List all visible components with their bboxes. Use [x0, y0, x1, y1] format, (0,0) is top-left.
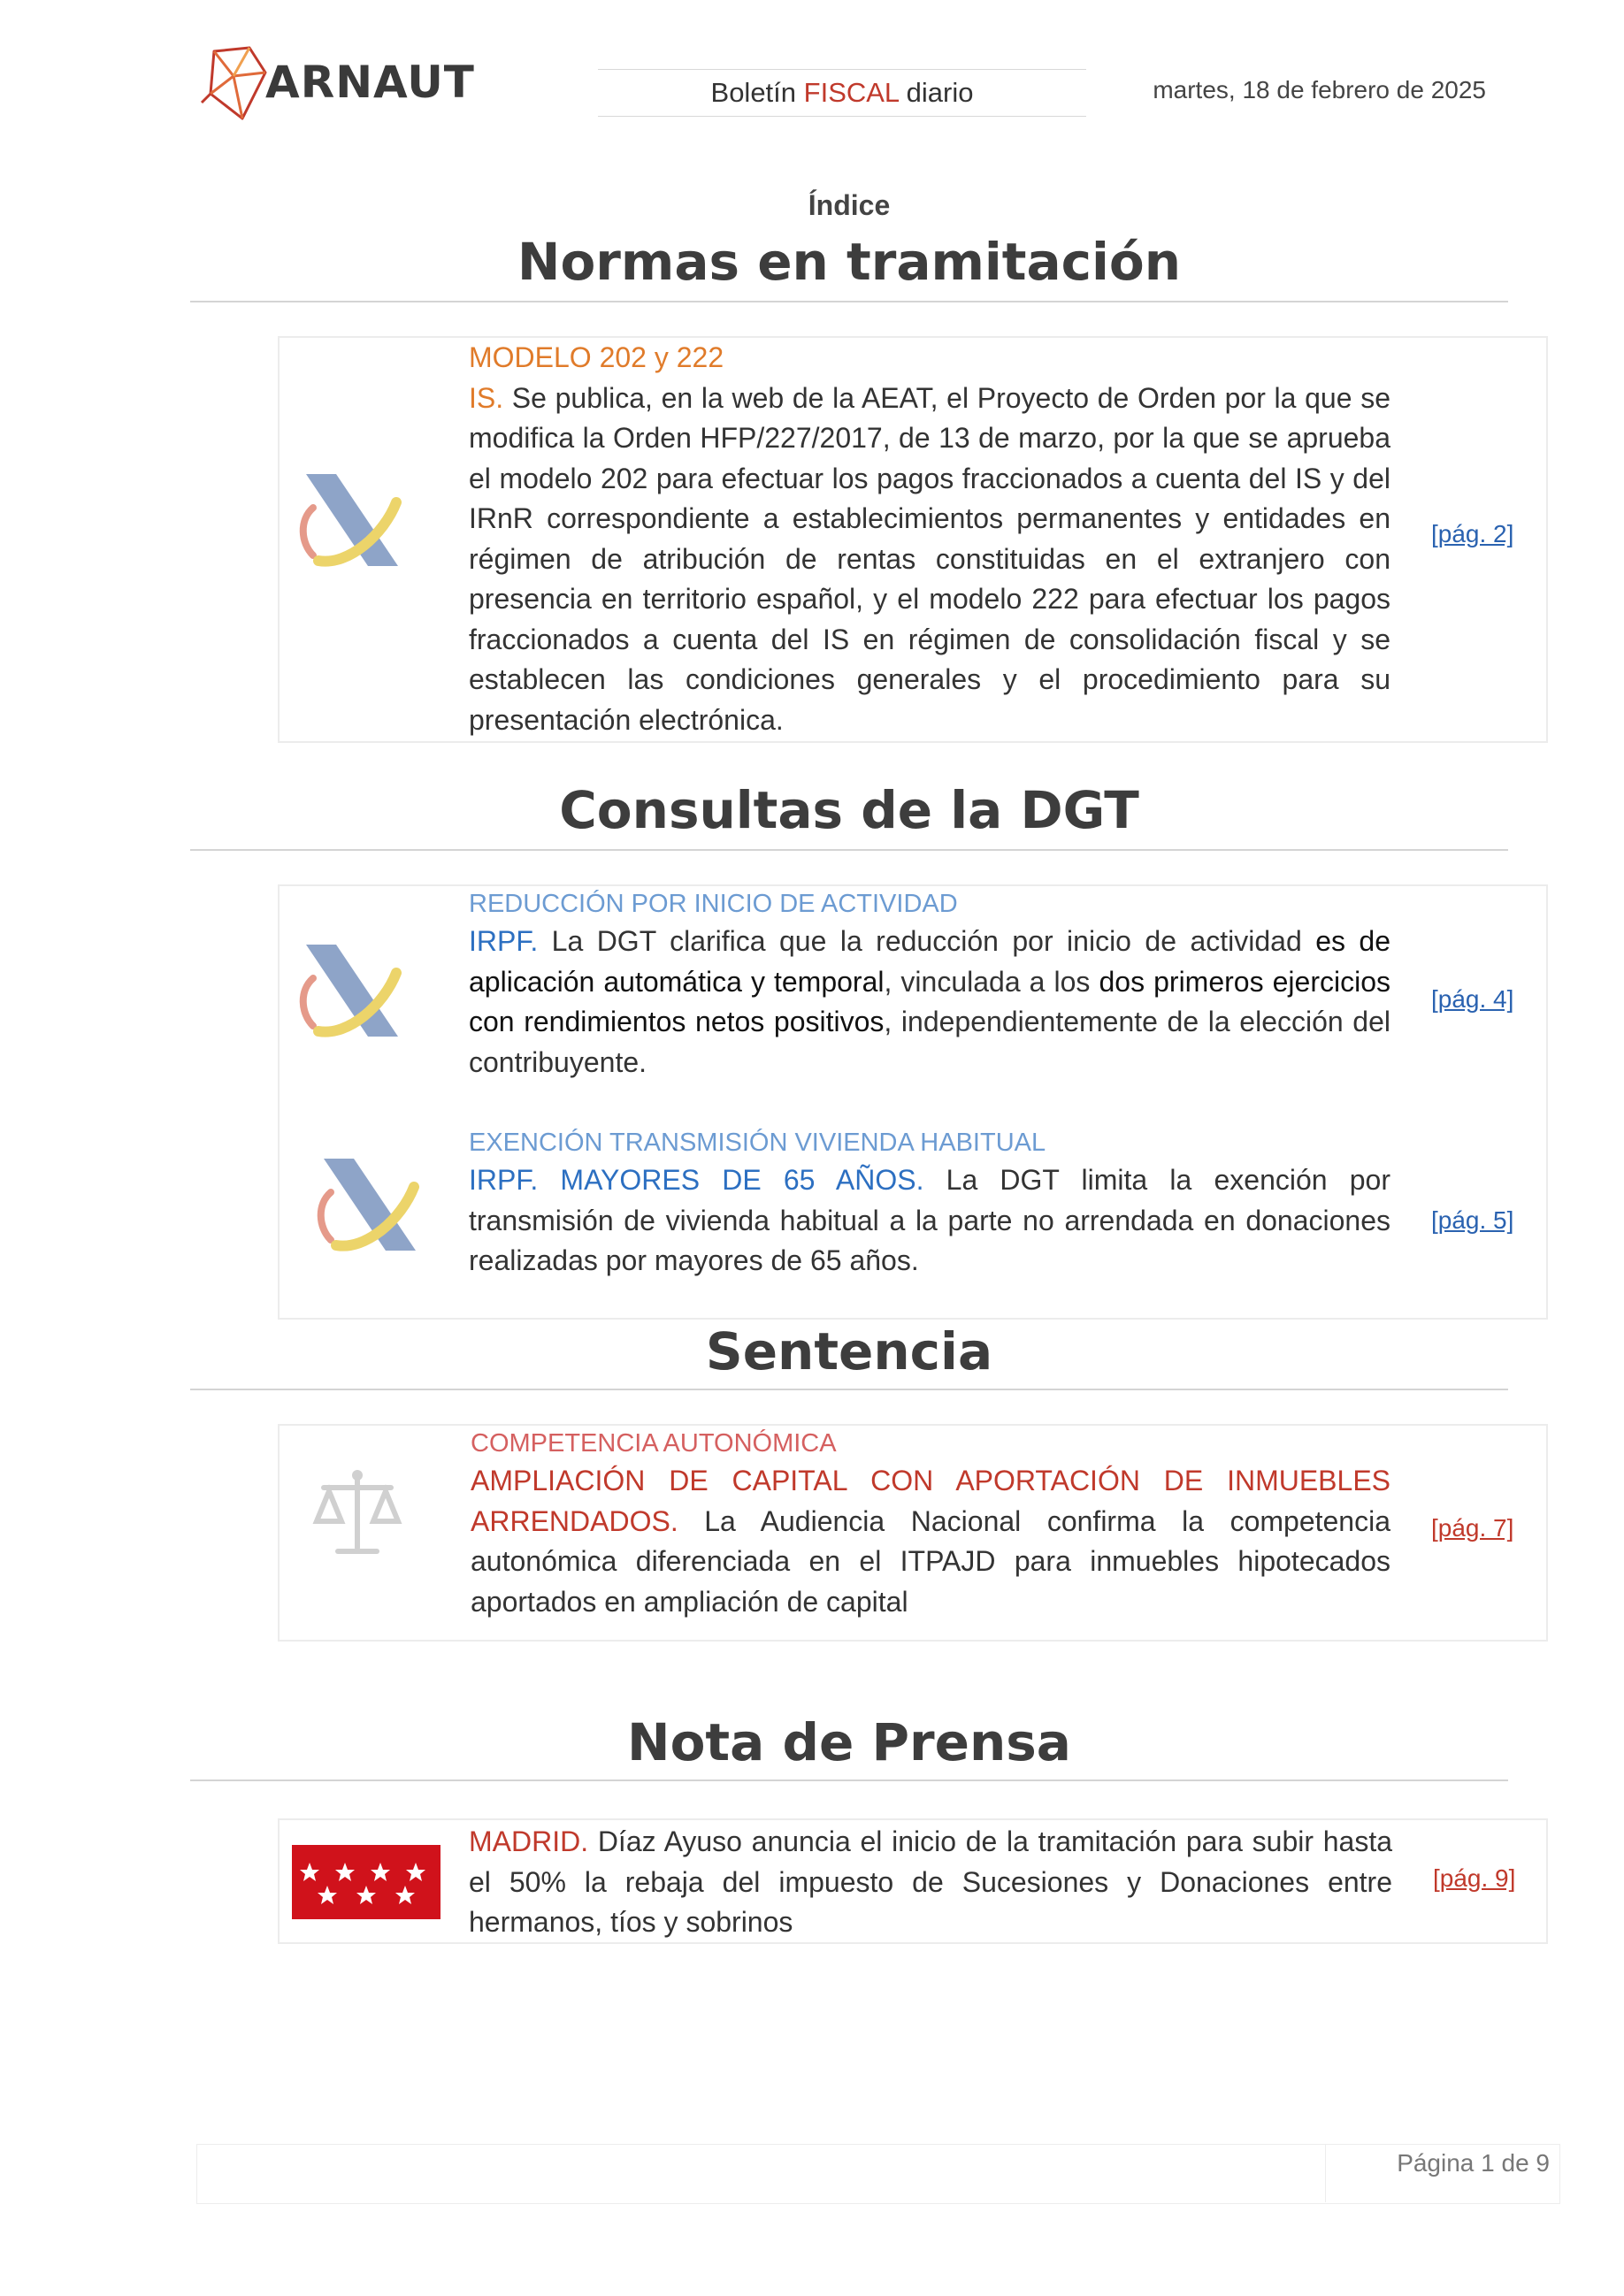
consultas-item2-text [469, 1125, 1390, 1282]
prensa-item-tag: MADRID. [469, 1825, 589, 1857]
section-divider [190, 849, 1508, 851]
bulletin-title [598, 69, 1086, 117]
sentencia-item-text [471, 1426, 1390, 1622]
bulletin-title-suffix: diario [899, 77, 974, 108]
normas-item-text [469, 338, 1390, 740]
consultas-item2-tag: IRPF. MAYORES DE 65 AÑOS. [469, 1164, 924, 1196]
madrid-flag-icon [292, 1845, 440, 1919]
sentencia-item-category: COMPETENCIA AUTONÓMICA [471, 1429, 837, 1458]
index-label: Índice [808, 189, 891, 221]
page-ref-link[interactable]: [pág. 4] [1431, 985, 1514, 1013]
consultas-item1-body-a: La DGT clarifica que la reducción por inicio de actividad [538, 925, 1316, 957]
page-ref-link[interactable]: [pág. 7] [1431, 1514, 1514, 1542]
section-title-sentencia: Sentencia [705, 1321, 993, 1381]
normas-item-body: Se publica, en la web de la AEAT, el Proyecto de Orden por la que se modifica la Orden HFP/227/2017, de 13 de marzo, por la que se aprueba el modelo 202 para efectuar los pagos fraccionados a cuenta del IS y del IRnR correspondiente a establecimientos permanentes y entidades en régimen de atribución de rentas constituidas en el extranjero con presencia en territorio español, y el modelo 222 para efectuar los pagos fraccionados a cuenta del IS en régimen de consolidación fiscal y se establecen las condiciones generales y el procedimiento para su presentación electrónica. [469, 381, 1390, 736]
consultas-item2-body: La DGT limita la exención por transmisión de vivienda habitual a la parte no arrendada en donaciones realizadas por mayores de 65 años. [469, 1164, 1391, 1276]
prensa-item-text [469, 1822, 1392, 1943]
consultas-item1-text [469, 886, 1390, 1083]
header-date: martes, 18 de febrero de 2025 [1153, 76, 1486, 103]
section-title-consultas: Consultas de la DGT [559, 780, 1139, 840]
consultas-item1-tag: IRPF. [469, 925, 539, 957]
section-divider [190, 1389, 1508, 1390]
sentencia-item-tag: AMPLIACIÓN DE CAPITAL CON APORTACIÓN DE INMUEBLES ARRENDADOS. [471, 1465, 1390, 1537]
page-ref-link[interactable]: [pág. 2] [1431, 520, 1514, 547]
section-divider [190, 1779, 1508, 1781]
sentencia-item-body: La Audiencia Nacional confirma la competencia autonómica diferenciada en el ITPAJD para inmuebles hipotecados aportados en ampliación de capital [471, 1504, 1390, 1618]
normas-item-category: MODELO 202 y 222 [469, 341, 724, 373]
consultas-item1-category: REDUCCIÓN POR INICIO DE ACTIVIDAD [469, 890, 958, 918]
aeat-logo-icon [292, 467, 405, 573]
scales-icon [311, 1466, 403, 1558]
consultas-item1-bold-a: es de aplicación automática y temporal [469, 925, 1391, 998]
normas-item-tag: IS. [469, 381, 504, 414]
section-divider [190, 301, 1508, 302]
aeat-logo-icon [292, 938, 405, 1044]
consultas-item1-body-b: , vinculada a los [884, 965, 1099, 998]
section-title-prensa: Nota de Prensa [627, 1712, 1071, 1772]
prensa-item-body: Díaz Ayuso anuncia el inicio de la tramitación para subir hasta el 50% la rebaja del impuesto de Sucesiones y Donaciones entre hermanos, tíos y sobrinos [469, 1825, 1392, 1938]
consultas-item1-body-c: , independientemente de la elección del contribuyente. [469, 1006, 1391, 1078]
consultas-item2-category: EXENCIÓN TRANSMISIÓN VIVIENDA HABITUAL [469, 1129, 1046, 1157]
bulletin-title-fiscal: FISCAL [803, 77, 900, 108]
consultas-item1-bold-b: dos primeros ejercicios con rendimientos netos positivos [469, 965, 1390, 1037]
footer-divider [1325, 2144, 1326, 2202]
bulletin-title-prefix: Boletín [710, 77, 804, 108]
page-number: Página 1 de 9 [1397, 2149, 1550, 2177]
aeat-logo-icon [310, 1152, 423, 1258]
page-ref-link[interactable]: [pág. 5] [1431, 1206, 1514, 1234]
section-title-normas: Normas en tramitación [517, 232, 1182, 292]
arnaut-logo-text: ARNAUT [265, 57, 475, 108]
page-ref-link[interactable]: [pág. 9] [1433, 1864, 1516, 1892]
